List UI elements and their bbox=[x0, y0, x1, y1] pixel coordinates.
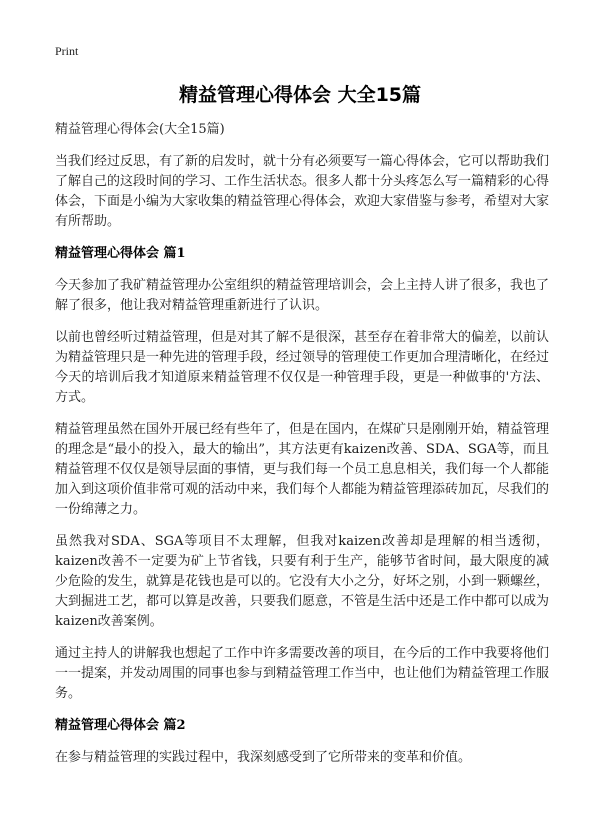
section-heading: 精益管理心得体会 篇1 bbox=[55, 246, 186, 261]
section-paragraph: 精益管理虽然在国外开展已经有些年了，但是在国内，在煤矿只是刚刚开始，精益管理的理念是“最小的投入，最大的输出”，其方法更有kaizen改善、SDA、SGA等，而且精益管理不仅仅是领导层面的事情，更与我们每一个员工息息相关，我们每一个人都能加入到这项价值非常可观的活动中来，我们每个人都能为精益管理添砖加瓦，尽我们的一份绵薄之力。 bbox=[55, 422, 550, 517]
page-title: 精益管理心得体会 大全15篇 bbox=[178, 84, 422, 106]
section-paragraph: 今天参加了我矿精益管理办公室组织的精益管理培训会，会上主持人讲了很多，我也了解了很多，他让我对精益管理重新进行了认识。 bbox=[55, 278, 550, 313]
article-body bbox=[55, 120, 549, 780]
print-link[interactable]: Print bbox=[55, 44, 79, 58]
section-heading: 精益管理心得体会 篇2 bbox=[55, 718, 186, 733]
section-paragraph: 虽然我对SDA、SGA等项目不太理解，但我对kaizen改善却是理解的相当透彻，kaizen改善不一定要为矿上节省钱，只要有利于生产，能够节省时间，最大限度的减少危险的发生，就算是花钱也是可以的。它没有大小之分，好坏之别，小到一颗螺丝，大到掘进工艺，都可以算是改善，只要我们愿意，不管是生活中还是工作中都可以成为kaizen改善案例。 bbox=[55, 534, 550, 629]
section-paragraph: 以前也曾经听过精益管理，但是对其了解不是很深，甚至存在着非常大的偏差，以前认为精益管理只是一种先进的管理手段，经过领导的管理使工作更加合理清晰化，在经过今天的培训后我才知道原来精益管理不仅仅是一种管理手段，更是一种做事的'方法、方式。 bbox=[55, 330, 550, 405]
section-2 bbox=[55, 716, 549, 768]
article-subtitle: 精益管理心得体会(大全15篇) bbox=[55, 122, 225, 137]
section-1 bbox=[55, 244, 549, 704]
section-paragraph: 在参与精益管理的实践过程中，我深刻感受到了它所带来的变革和价值。 bbox=[55, 750, 472, 765]
intro-paragraph: 当我们经过反思，有了新的启发时，就十分有必须要写一篇心得体会，它可以帮助我们了解自己的这段时间的学习、工作生活状态。很多人都十分头疼怎么写一篇精彩的心得体会，下面是小编为大家收集的精益管理心得体会，欢迎大家借鉴与参考，希望对大家有所帮助。 bbox=[55, 154, 550, 229]
section-paragraph: 通过主持人的讲解我也想起了工作中许多需要改善的项目，在今后的工作中我要将他们一一提案，并发动周围的同事也参与到精益管理工作当中，也让他们为精益管理工作服务。 bbox=[55, 646, 550, 701]
